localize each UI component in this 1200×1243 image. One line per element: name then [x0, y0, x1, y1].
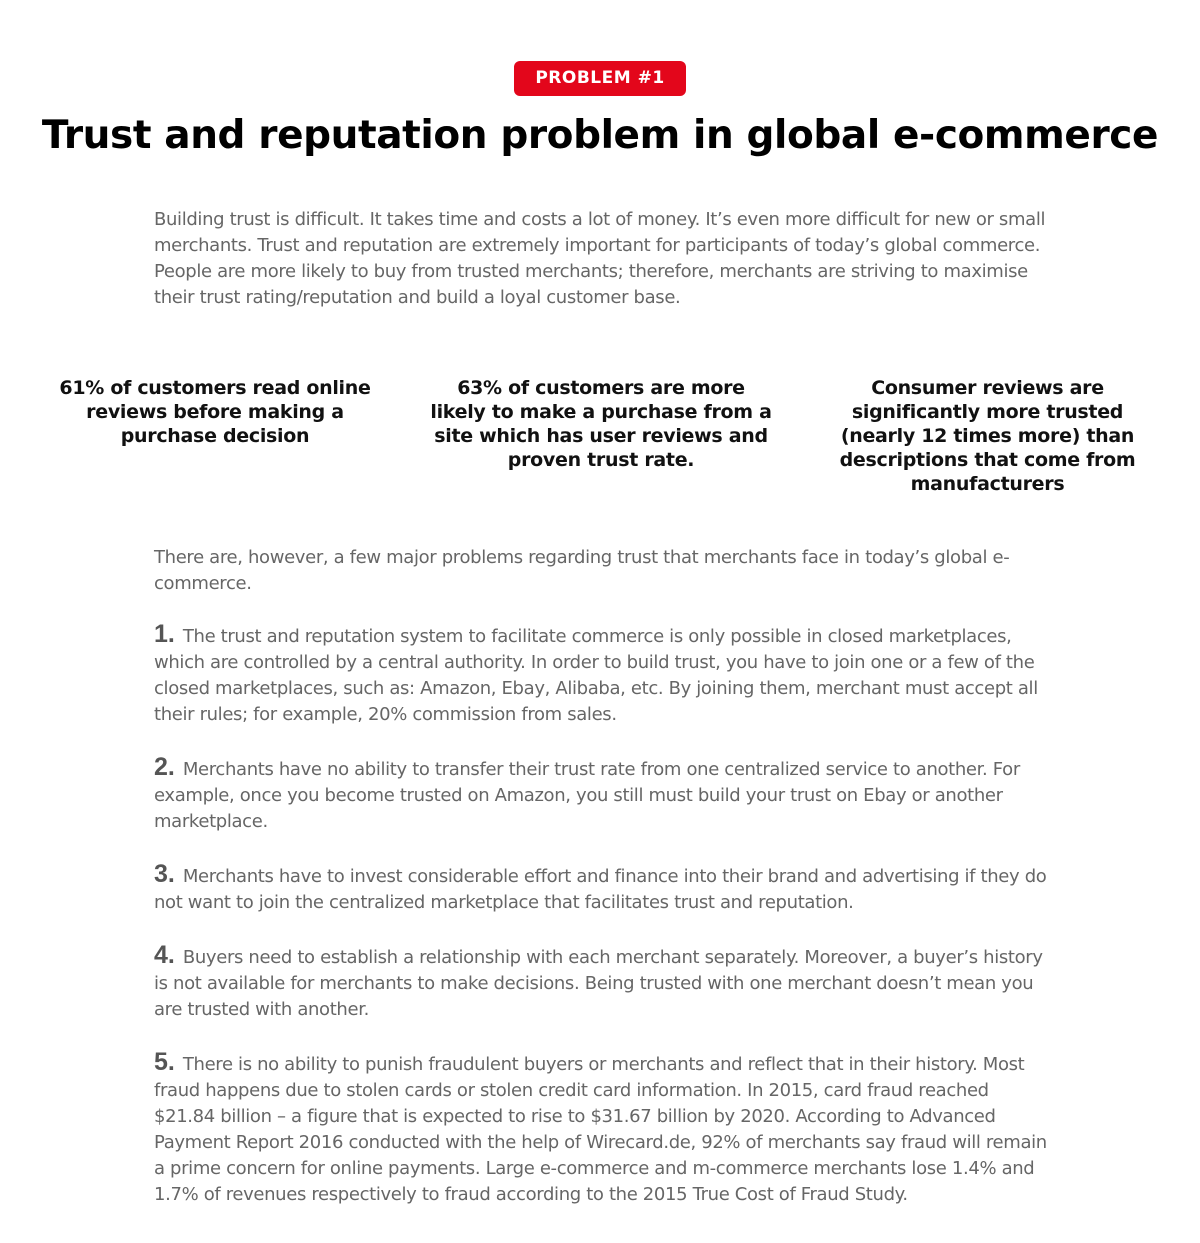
- list-item-text: Merchants have no ability to transfer their trust rate from one centralized service to another. For example, once you become trusted on Amazon, you still must build your trust on Ebay or another marketplace.: [154, 759, 1020, 832]
- list-item: [154, 861, 1054, 916]
- list-item: [154, 1049, 1054, 1208]
- problems-list: [154, 621, 1054, 1234]
- list-item-text: Buyers need to establish a relationship with each merchant separately. Moreover, a buyer’s history is not available for merchants to make decisions. Being trusted with one merchant doesn’t mean you are trusted with another.: [154, 947, 1043, 1020]
- list-item-number: 2.: [154, 753, 175, 781]
- list-item-number: 5.: [154, 1048, 175, 1076]
- stat-consumer-reviews-trust: Consumer reviews are significantly more trusted (nearly 12 times more) than descriptions that come from manufacturers: [839, 377, 1136, 495]
- list-item: [154, 754, 1054, 835]
- intro-paragraph: Building trust is difficult. It takes time and costs a lot of money. It’s even more difficult for new or small merchants. Trust and reputation are extremely important for participants of today’s global commerce. People are more likely to buy from trusted merchants; therefore, merchants are striving to maximise their trust rating/reputation and build a loyal customer base.: [154, 209, 1046, 308]
- stat-purchase-likelihood: 63% of customers are more likely to make a purchase from a site which has user reviews and proven trust rate.: [430, 377, 772, 471]
- list-item: [154, 621, 1054, 728]
- list-item-number: 3.: [154, 860, 175, 888]
- list-item-text: There is no ability to punish fraudulent buyers or merchants and reflect that in their history. Most fraud happens due to stolen cards or stolen credit card information. In 2015, card fraud reached $21.84 billion – a figure that is expected to rise to $31.67 billion by 2020. According to Advanced Payment Report 2016 conducted with the help of Wirecard.de, 92% of merchants say fraud will remain a prime concern for online payments. Large e-commerce and m-commerce merchants lose 1.4% and 1.7% of revenues respectively to fraud according to the 2015 True Cost of Fraud Study.: [154, 1054, 1047, 1205]
- page-title: Trust and reputation problem in global e-commerce: [41, 113, 1159, 158]
- list-item-number: 4.: [154, 941, 175, 969]
- badge-container: [0, 61, 1200, 96]
- list-item-number: 1.: [154, 620, 175, 648]
- problem-badge: PROBLEM #1: [514, 61, 685, 96]
- stat-online-reviews: 61% of customers read online reviews before making a purchase decision: [59, 377, 371, 447]
- list-item-text: The trust and reputation system to facilitate commerce is only possible in closed marketplaces, which are controlled by a central authority. In order to build trust, you have to join one or a few of the closed marketplaces, such as: Amazon, Ebay, Alibaba, etc. By joining them, merchant must accept all their rules; for example, 20% commission from sales.: [154, 626, 1038, 725]
- list-item: [154, 942, 1054, 1023]
- list-item-text: Merchants have to invest considerable effort and finance into their brand and advertising if they do not want to join the centralized marketplace that facilitates trust and reputation.: [154, 866, 1047, 913]
- problems-intro-paragraph: There are, however, a few major problems regarding trust that merchants face in today’s global e-commerce.: [154, 547, 1010, 594]
